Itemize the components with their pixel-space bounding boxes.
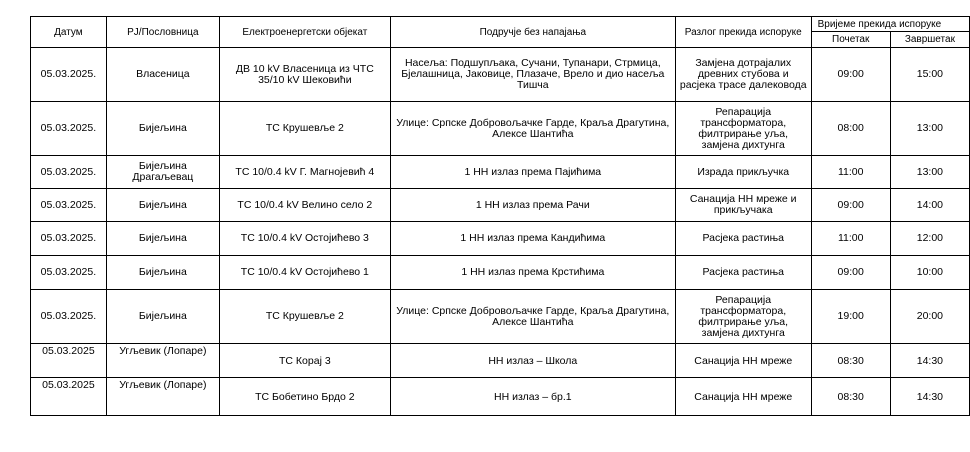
cell-reason: Расјека растиња [675, 222, 811, 256]
cell-start: 08:00 [811, 102, 890, 156]
table-row [31, 378, 970, 416]
cell-area: 1 НН излаз према Кандићима [390, 222, 675, 256]
header-time-group: Вријеме прекида испоруке [811, 17, 969, 32]
cell-date: 05.03.2025. [31, 189, 107, 222]
cell-reason: Замјена дотрајалих древних стубова и расјека трасе далековода [675, 48, 811, 102]
cell-date: 05.03.2025. [31, 290, 107, 344]
cell-start: 09:00 [811, 48, 890, 102]
cell-object: ТС 10/0.4 kV Остојићево 3 [219, 222, 390, 256]
cell-reason: Репарација трансформатора, филтрирање уља, замјена дихтунга [675, 290, 811, 344]
cell-area: НН излаз – Школа [390, 344, 675, 378]
header-unit: РЈ/Пословница [106, 17, 219, 48]
cell-unit: Бијељина [106, 102, 219, 156]
cell-object: ДВ 10 kV Власеница из ЧТС 35/10 kV Шековићи [219, 48, 390, 102]
cell-object: ТС 10/0.4 kV Г. Магнојевић 4 [219, 156, 390, 189]
cell-start: 19:00 [811, 290, 890, 344]
cell-reason: Санација НН мреже [675, 378, 811, 416]
cell-unit: Бијељина [106, 290, 219, 344]
table-row [31, 256, 970, 290]
cell-end: 13:00 [890, 156, 969, 189]
header-area: Подручје без напајања [390, 17, 675, 48]
table-row [31, 156, 970, 189]
cell-unit: Бијељина [106, 256, 219, 290]
header-reason: Разлог прекида испоруке [675, 17, 811, 48]
table-row [31, 344, 970, 378]
header-start: Почетак [811, 32, 890, 48]
table-row [31, 102, 970, 156]
cell-end: 20:00 [890, 290, 969, 344]
cell-area: НН излаз – бр.1 [390, 378, 675, 416]
cell-start: 08:30 [811, 344, 890, 378]
cell-date: 05.03.2025. [31, 102, 107, 156]
cell-date: 05.03.2025 [31, 378, 107, 416]
cell-start: 09:00 [811, 256, 890, 290]
cell-date: 05.03.2025. [31, 222, 107, 256]
cell-start: 09:00 [811, 189, 890, 222]
cell-reason: Санација НН мреже [675, 344, 811, 378]
outage-table-container [30, 16, 955, 440]
cell-object: ТС Корај 3 [219, 344, 390, 378]
cell-area: Насеља: Подшупљака, Сучани, Тупанари, Стрмица, Бјелашница, Јаковице, Плазаче, Врело и дио насеља Тишча [390, 48, 675, 102]
cell-end: 13:00 [890, 102, 969, 156]
cell-object: ТС Бобетино Брдо 2 [219, 378, 390, 416]
header-object: Електроенергетски објекат [219, 17, 390, 48]
cell-end: 15:00 [890, 48, 969, 102]
outage-table [30, 16, 970, 416]
cell-end: 12:00 [890, 222, 969, 256]
table-row [31, 48, 970, 102]
cell-reason: Санација НН мреже и прикључака [675, 189, 811, 222]
cell-start: 11:00 [811, 156, 890, 189]
cell-unit: Угљевик (Лопаре) [106, 344, 219, 378]
cell-date: 05.03.2025. [31, 156, 107, 189]
cell-start: 11:00 [811, 222, 890, 256]
cell-end: 10:00 [890, 256, 969, 290]
cell-unit: Бијељина Драгаљевац [106, 156, 219, 189]
cell-area: 1 НН излаз према Пајићима [390, 156, 675, 189]
table-row [31, 290, 970, 344]
cell-end: 14:30 [890, 378, 969, 416]
cell-object: ТС 10/0.4 kV Велино село 2 [219, 189, 390, 222]
cell-unit: Власеница [106, 48, 219, 102]
cell-unit: Бијељина [106, 222, 219, 256]
cell-reason: Израда прикључка [675, 156, 811, 189]
cell-area: Улице: Српске Добровољачке Гарде, Краља Драгутина, Алексе Шантића [390, 102, 675, 156]
table-row [31, 189, 970, 222]
cell-unit: Бијељина [106, 189, 219, 222]
header-date: Датум [31, 17, 107, 48]
cell-date: 05.03.2025 [31, 344, 107, 378]
cell-date: 05.03.2025. [31, 48, 107, 102]
cell-reason: Расјека растиња [675, 256, 811, 290]
header-end: Завршетак [890, 32, 969, 48]
cell-start: 08:30 [811, 378, 890, 416]
cell-unit: Угљевик (Лопаре) [106, 378, 219, 416]
cell-end: 14:00 [890, 189, 969, 222]
table-row [31, 222, 970, 256]
cell-area: 1 НН излаз према Рачи [390, 189, 675, 222]
cell-reason: Репарација трансформатора, филтрирање уља, замјена дихтунга [675, 102, 811, 156]
cell-object: ТС Крушевље 2 [219, 102, 390, 156]
cell-date: 05.03.2025. [31, 256, 107, 290]
cell-object: ТС 10/0.4 kV Остојићево 1 [219, 256, 390, 290]
cell-area: Улице: Српске Добровољачке Гарде, Краља Драгутина, Алексе Шантића [390, 290, 675, 344]
cell-area: 1 НН излаз према Крстићима [390, 256, 675, 290]
cell-object: ТС Крушевље 2 [219, 290, 390, 344]
cell-end: 14:30 [890, 344, 969, 378]
